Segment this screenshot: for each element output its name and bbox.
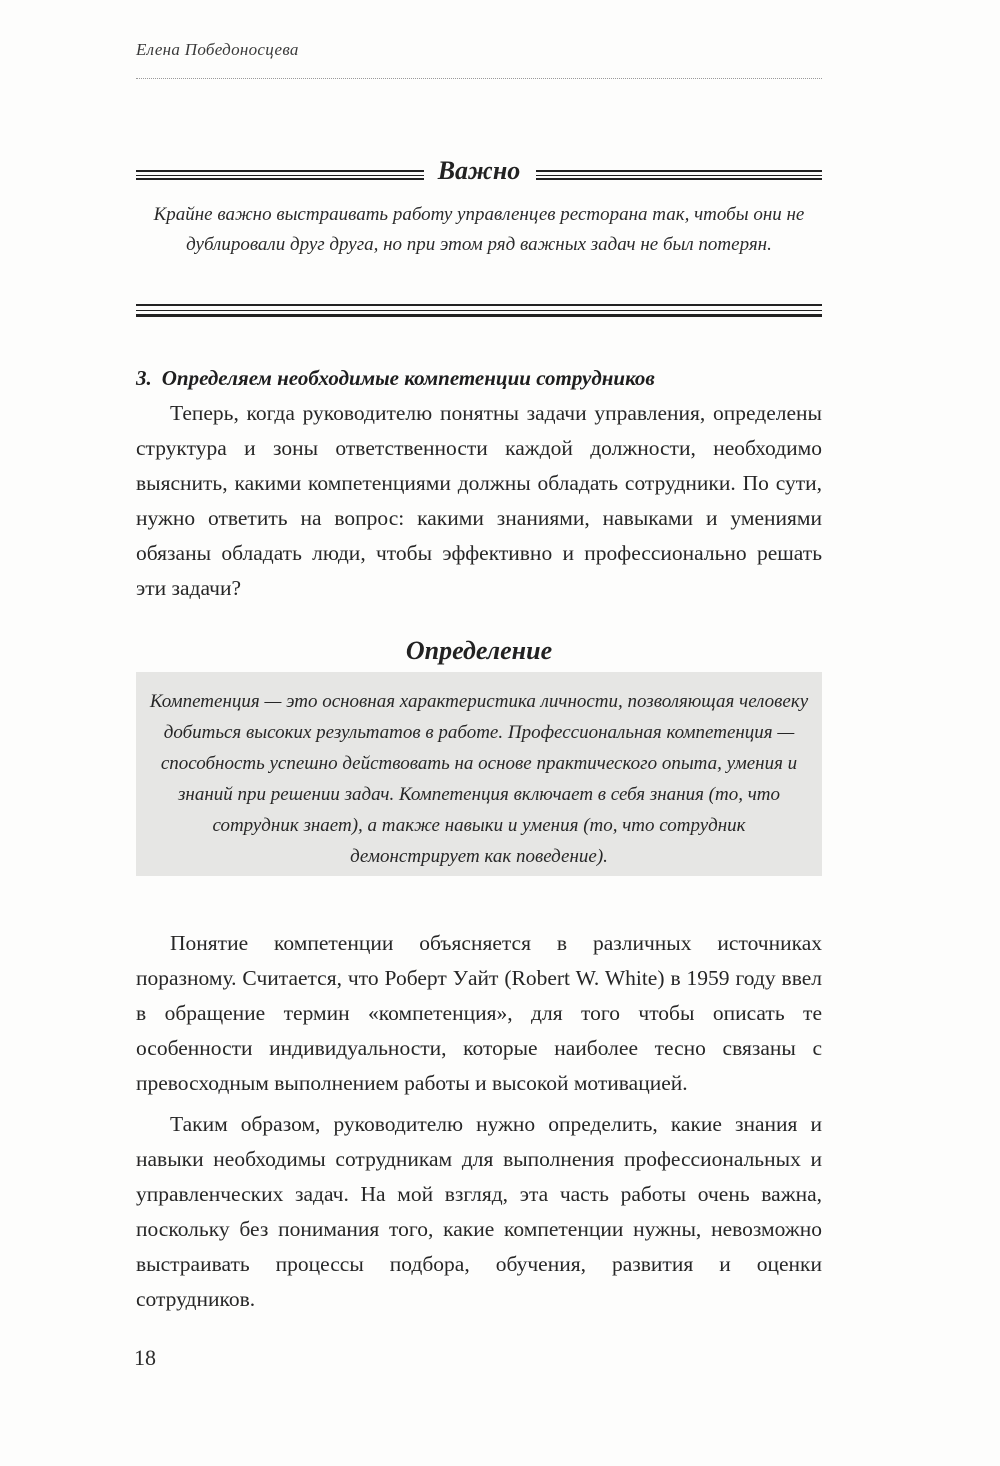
running-header: Елена Победоносцева: [136, 40, 299, 59]
section-number: 3.: [136, 366, 152, 390]
section-body: [136, 396, 822, 606]
important-right-rule: [536, 170, 822, 180]
definition-box: [136, 672, 822, 876]
important-title: Важно: [437, 156, 521, 185]
main-body: [136, 926, 822, 1317]
section-title: Определяем необходимые компетенции сотрудников: [161, 366, 655, 390]
important-text: Крайне важно выстраивать работу управленцев ресторана так, чтобы они не дублировали друг друга, но при этом ряд важных задач не был потерян.: [153, 204, 805, 255]
definition-text: Компетенция — это основная характеристика личности, позволяющая человеку добиться высоких результатов в работе. Профессиональная компетенция — способность успешно действовать на основе практического опыта, умения и знаний при решении задач. Компетенция включает в себя знания (то, что сотрудник знает), а также навыки и умения (то, что сотрудник демонстрирует как поведение).: [149, 691, 809, 867]
important-title-row: [136, 156, 822, 192]
section-heading: [136, 366, 822, 391]
page-number: 18: [134, 1345, 156, 1370]
section-paragraph: Теперь, когда руководителю понятны задачи управления, определены структура и зоны ответственности каждой должности, необходимо выяснить, какими компетенциями должны обладать сотрудники. По сути, нужно ответить на вопрос: какими знаниями, навыками и умениями обязаны обладать люди, чтобы эффективно и профессионально решать эти задачи?: [136, 401, 822, 600]
header-divider: [136, 78, 822, 79]
body-paragraph-1: Понятие компетенции объясняется в различных источниках поразному. Считается, что Роберт Уайт (Robert W. White) в 1959 году ввел в обращение термин «компетенция», для того чтобы описать те особенности индивидуальности, которые наиболее тесно связаны с превосходным выполнением работы и высокой мотивацией.: [136, 931, 822, 1095]
body-paragraph-2: Таким образом, руководителю нужно определить, какие знания и навыки необходимы сотрудникам для выполнения профессиональных и управленческих задач. На мой взгляд, эта часть работы очень важна, поскольку без понимания того, какие компетенции нужны, невозможно выстраивать процессы подбора, обучения, развития и оценки сотрудников.: [136, 1112, 822, 1311]
definition-title: Определение: [405, 636, 553, 665]
important-bottom-rule: [136, 304, 822, 318]
